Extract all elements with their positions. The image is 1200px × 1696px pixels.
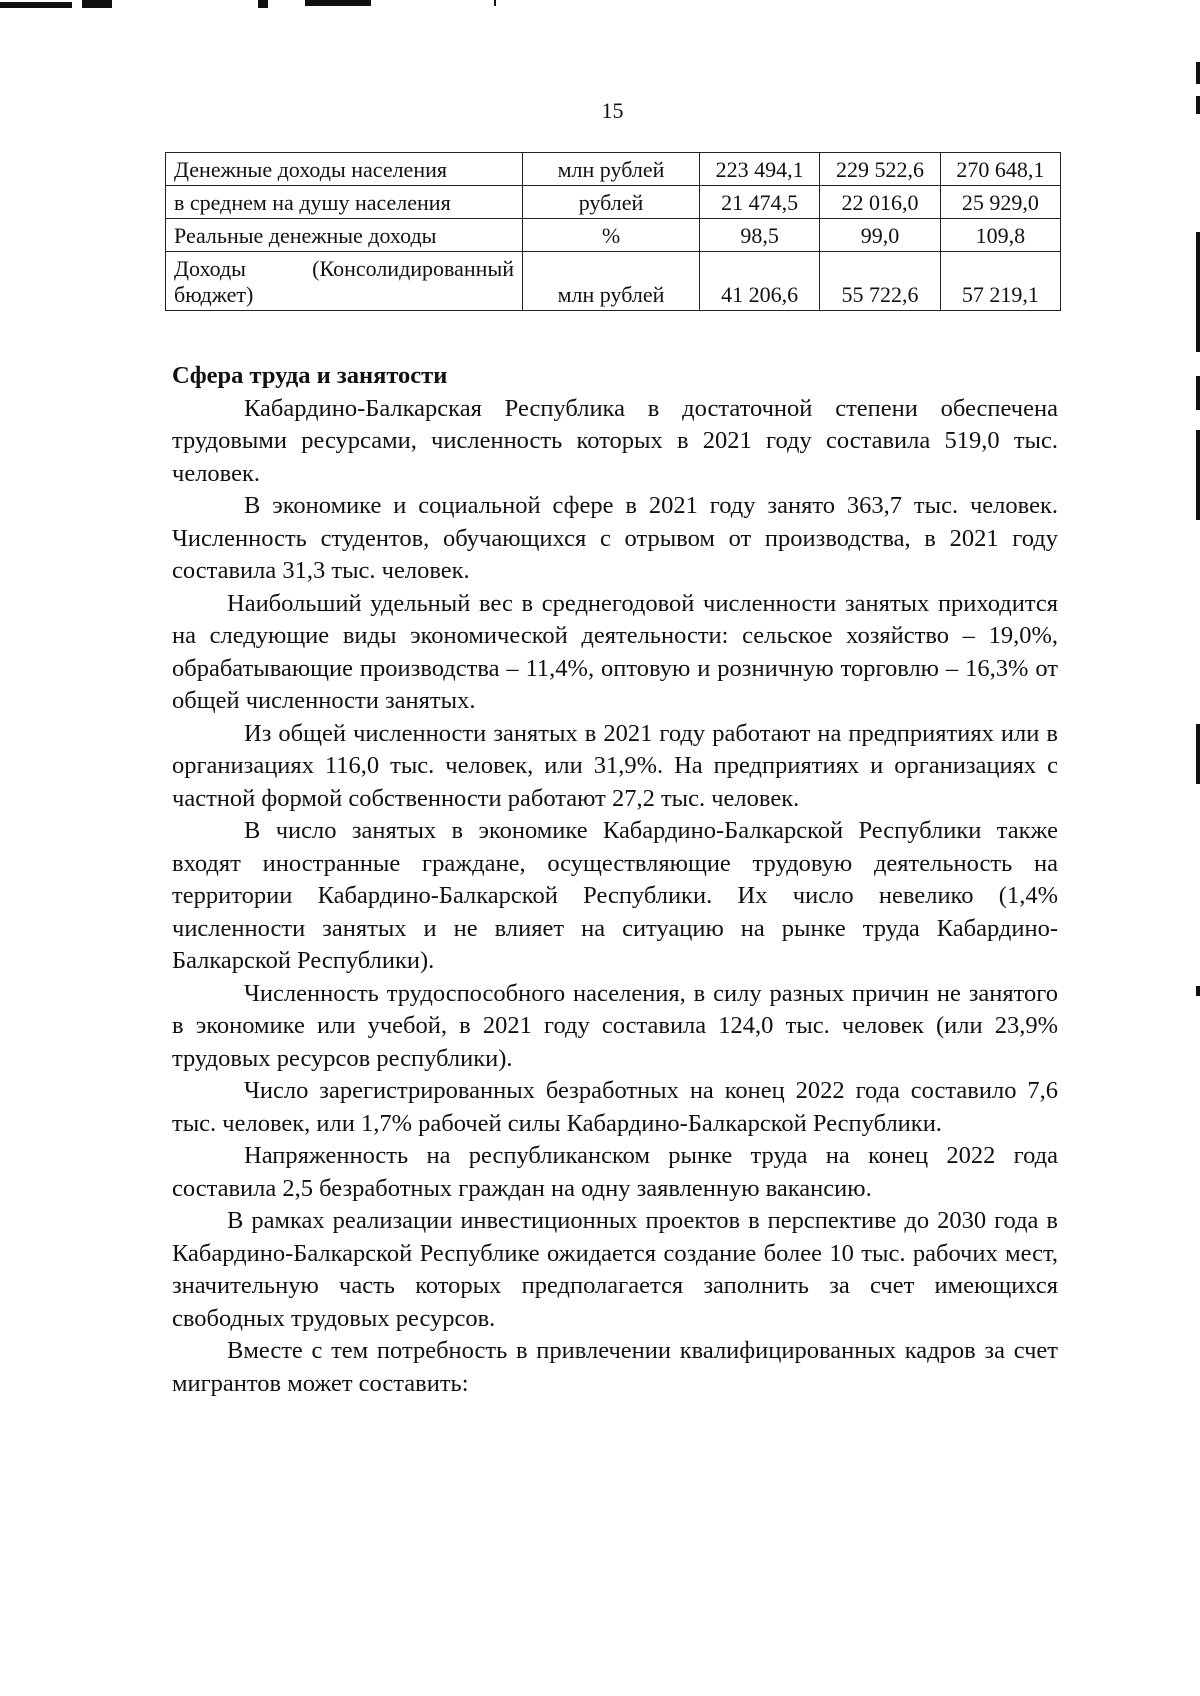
table-cell-unit: %: [523, 219, 700, 252]
paragraph: Кабардино-Балкарская Республика в достаточной степени обеспечена трудовыми ресурсами, численность которых в 2021 году составила 519,0 тыс. человек.: [172, 394, 1058, 487]
table-cell-indicator: Реальные денежные доходы: [166, 219, 523, 252]
table-cell-value: 223 494,1: [700, 153, 820, 186]
scan-mark-right-5: [1196, 430, 1200, 520]
table-cell-unit: млн рублей: [523, 153, 700, 186]
scan-mark-top-left-2: [82, 0, 112, 8]
scan-mark-top-left: [0, 2, 72, 8]
paragraph: В рамках реализации инвестиционных проектов в перспективе до 2030 года в Кабардино-Балкарской Республике ожидается создание более 10 тыс. рабочих мест, значительную часть которых предполагается заполнить за счет имеющихся свободных трудовых ресурсов.: [172, 1207, 1058, 1332]
table-cell-value: 57 219,1: [940, 252, 1060, 311]
table-cell-unit: рублей: [523, 186, 700, 219]
table-row: [166, 252, 1061, 311]
page-number: 15: [601, 98, 624, 123]
table-cell-value: 98,5: [700, 219, 820, 252]
scan-mark-right-4: [1196, 376, 1200, 410]
table-cell-value: 55 722,6: [820, 252, 940, 311]
income-table: [165, 152, 1061, 311]
table-cell-value: 109,8: [940, 219, 1060, 252]
table-row: [166, 186, 1061, 219]
section-body: [172, 360, 1058, 1400]
table-cell-indicator: [166, 252, 523, 311]
paragraph: В экономике и социальной сфере в 2021 году занято 363,7 тыс. человек. Численность студентов, обучающихся с отрывом от производства, в 2021 году составила 31,3 тыс. человек.: [172, 492, 1058, 584]
paragraph: Число зарегистрированных безработных на конец 2022 года составило 7,6 тыс. человек, или 1,7% рабочей силы Кабардино-Балкарской Республики.: [172, 1077, 1058, 1137]
section-heading: Сфера труда и занятости: [172, 362, 448, 389]
table-cell-value: 25 929,0: [940, 186, 1060, 219]
table-cell-indicator: Денежные доходы населения: [166, 153, 523, 186]
scan-mark-right-3: [1196, 232, 1200, 352]
table-cell-value: 22 016,0: [820, 186, 940, 219]
table-cell-value: 270 648,1: [940, 153, 1060, 186]
table-row: [166, 153, 1061, 186]
scan-mark-right-7: [1196, 986, 1200, 996]
paragraph: Из общей численности занятых в 2021 году работают на предприятиях или в организациях 116,0 тыс. человек, или 31,9%. На предприятиях и организациях с частной формой собственности работают 27,2 тыс. человек.: [172, 719, 1058, 812]
table-cell-value: 21 474,5: [700, 186, 820, 219]
table-cell-value: 229 522,6: [820, 153, 940, 186]
table-cell-unit: млн рублей: [523, 252, 700, 311]
paragraph: Численность трудоспособного населения, в силу разных причин не занятого в экономике или учебой, в 2021 году составила 124,0 тыс. человек (или 23,9% трудовых ресурсов республики).: [172, 979, 1058, 1072]
indicator-line-1: Доходы (Консолидированный: [174, 256, 514, 281]
indicator-line-2: бюджет): [174, 282, 254, 307]
paragraph: Напряженность на республиканском рынке труда на конец 2022 года составила 2,5 безработных граждан на одну заявленную вакансию.: [172, 1142, 1058, 1202]
paragraph: Наибольший удельный вес в среднегодовой численности занятых приходится на следующие виды экономической деятельности: сельское хозяйство – 19,0%, обрабатывающие производства – 11,4%, оптовую и розничную торговлю – 16,3% от общей численности занятых.: [172, 589, 1058, 714]
paragraph: Вместе с тем потребность в привлечении квалифицированных кадров за счет мигрантов может составить:: [172, 1337, 1058, 1397]
paragraph: В число занятых в экономике Кабардино-Балкарской Республики также входят иностранные граждане, осуществляющие трудовую деятельность на территории Кабардино-Балкарской Республики. Их число невелико (1,4% численности занятых и не влияет на ситуацию на рынке труда Кабардино-Балкарской Республики).: [172, 817, 1058, 974]
table-cell-value: 41 206,6: [700, 252, 820, 311]
table-cell-indicator: в среднем на душу населения: [166, 186, 523, 219]
scan-mark-top-right: [494, 0, 496, 6]
scan-mark-top-mid: [258, 0, 268, 8]
scan-mark-right-6: [1196, 724, 1200, 784]
scan-mark-top-mid-2: [305, 0, 371, 6]
table-cell-value: 99,0: [820, 219, 940, 252]
scan-mark-right-1: [1196, 62, 1200, 84]
table-row: [166, 219, 1061, 252]
